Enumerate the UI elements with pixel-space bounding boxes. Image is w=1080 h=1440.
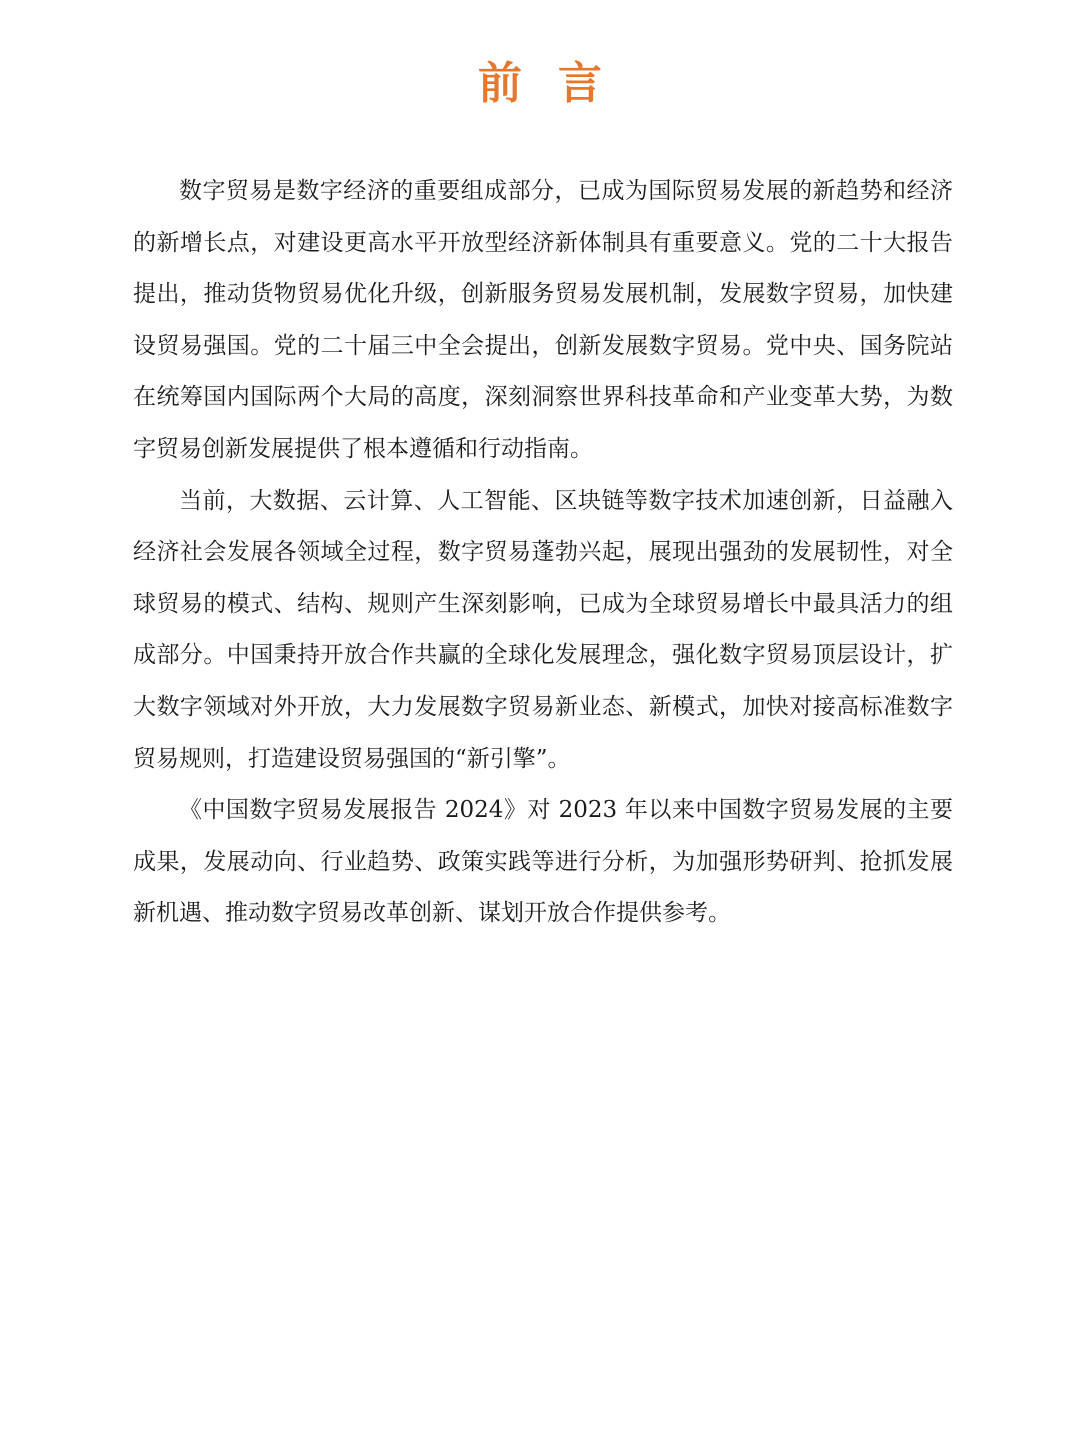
paragraph-2: 当前，大数据、云计算、人工智能、区块链等数字技术加速创新，日益融入经济社会发展各领域全过程，数字贸易蓬勃兴起，展现出强劲的发展韧性，对全球贸易的模式、结构、规则产生深刻影响，已成为全球贸易增长中最具活力的组成部分。中国秉持开放合作共赢的全球化发展理念，强化数字贸易顶层设计，扩大数字领域对外开放，大力发展数字贸易新业态、新模式，加快对接高标准数字贸易规则，打造建设贸易强国的“新引擎”。 (133, 487, 953, 772)
paragraph-1: 数字贸易是数字经济的重要组成部分，已成为国际贸易发展的新趋势和经济的新增长点，对建设更高水平开放型经济新体制具有重要意义。党的二十大报告提出，推动货物贸易优化升级，创新服务贸易发展机制，发展数字贸易，加快建设贸易强国。党的二十届三中全会提出，创新发展数字贸易。党中央、国务院站在统筹国内国际两个大局的高度，深刻洞察世界科技革命和产业变革大势，为数字贸易创新发展提供了根本遵循和行动指南。 (133, 178, 953, 462)
body-text (133, 166, 953, 940)
page-title: 前言 (478, 58, 638, 109)
paragraph-3: 《中国数字贸易发展报告 2024》对 2023 年以来中国数字贸易发展的主要成果，发展动向、行业趋势、政策实践等进行分析，为加强形势研判、抢抓发展新机遇、推动数字贸易改革创新、谋划开放合作提供参考。 (133, 797, 953, 927)
